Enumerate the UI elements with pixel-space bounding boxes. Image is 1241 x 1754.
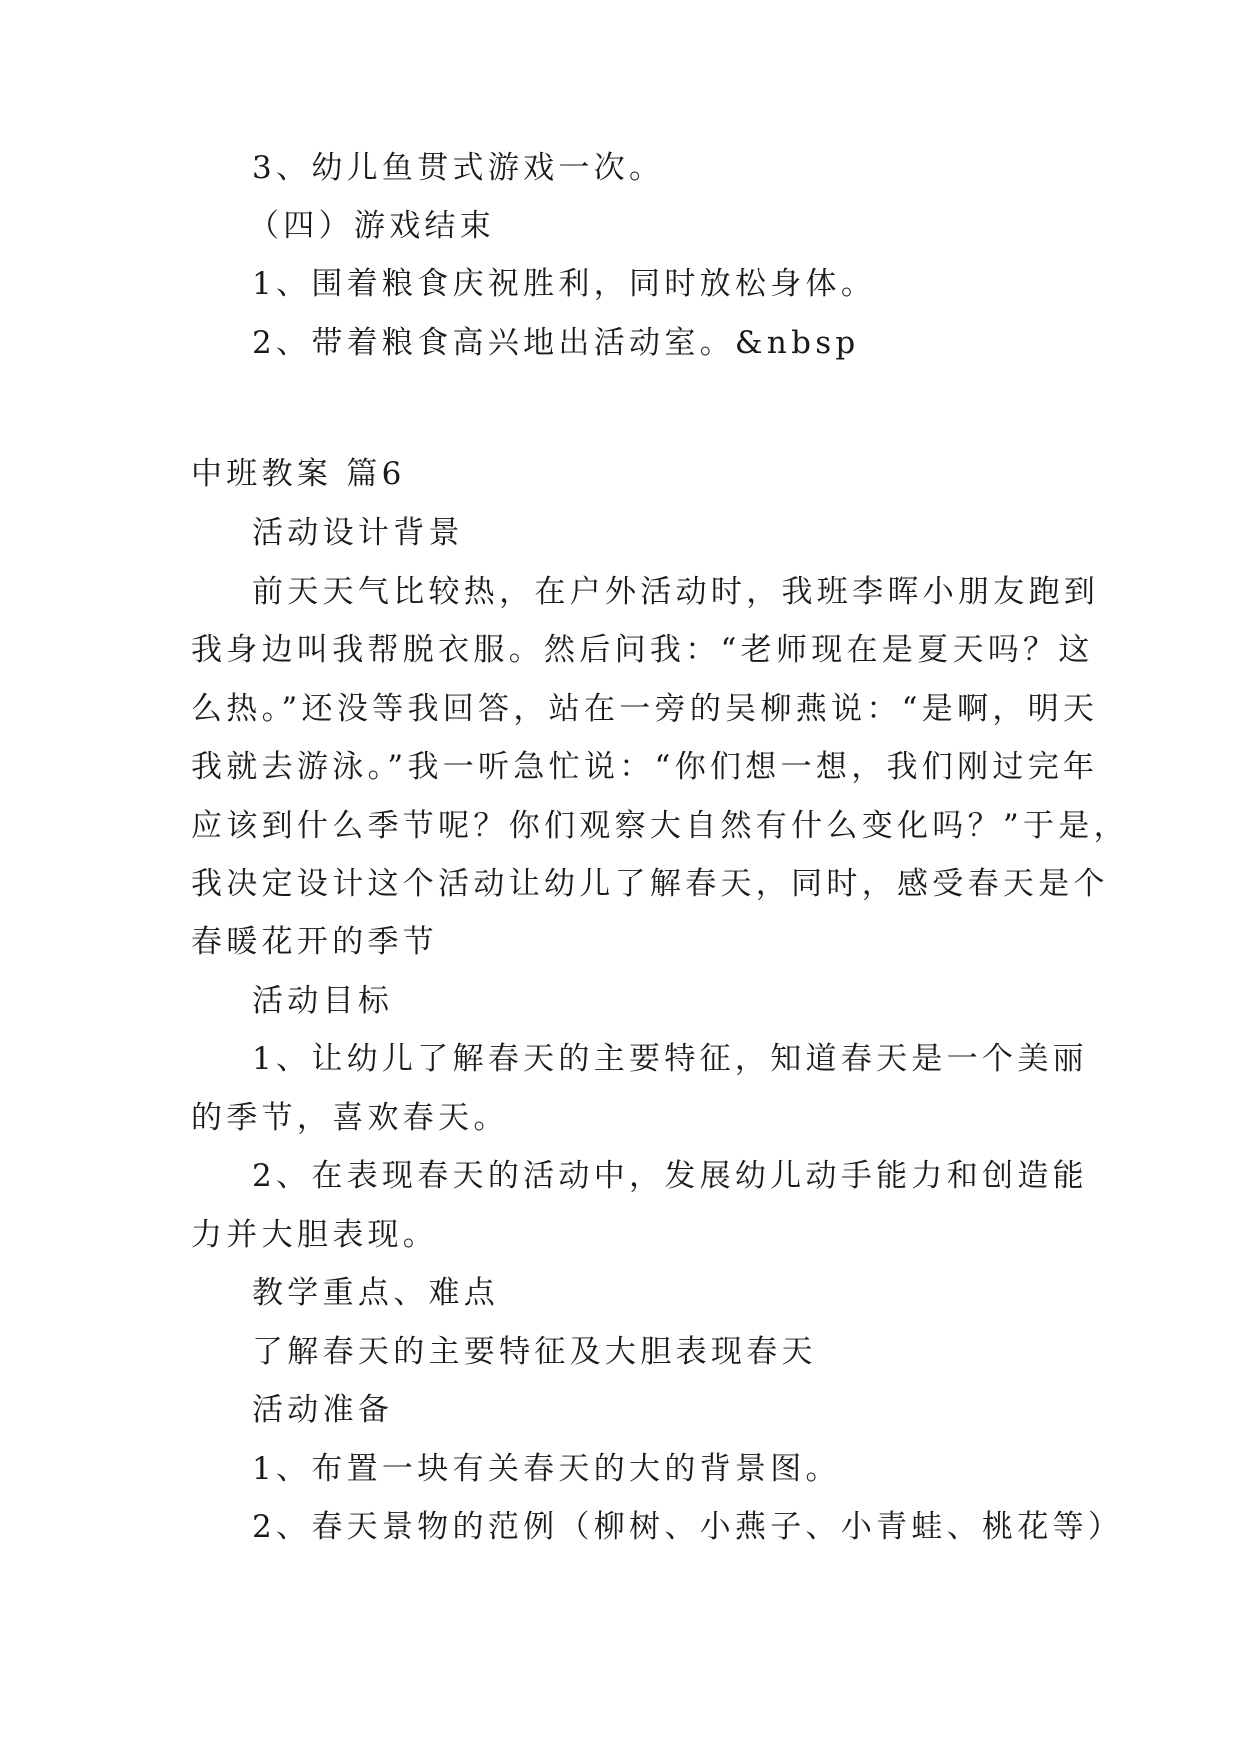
- paragraph-line: 1、让幼儿了解春天的主要特征，知道春天是一个美丽: [252, 1041, 1088, 1077]
- article-title: 中班教案 篇6: [191, 456, 406, 492]
- paragraph-line: 应该到什么季节呢？你们观察大自然有什么变化吗？”于是，: [191, 808, 1129, 844]
- section-heading-game-end: （四）游戏结束: [248, 208, 496, 244]
- paragraph-line: 的季节，喜欢春天。: [191, 1100, 509, 1136]
- list-item-1: 1、布置一块有关春天的大的背景图。: [252, 1451, 841, 1487]
- list-item-1: 1、围着粮食庆祝胜利，同时放松身体。: [252, 266, 877, 302]
- paragraph-line: 春暖花开的季节: [191, 924, 439, 960]
- paragraph-line: 我决定设计这个活动让幼儿了解春天，同时，感受春天是个: [191, 866, 1109, 902]
- list-item-2: 2、春天景物的范例（柳树、小燕子、小青蛙、桃花等）: [252, 1509, 1124, 1545]
- section-heading-preparation: 活动准备: [252, 1392, 394, 1428]
- section-heading-key-points: 教学重点、难点: [252, 1275, 500, 1311]
- paragraph-line: 2、在表现春天的活动中，发展幼儿动手能力和创造能: [252, 1158, 1088, 1194]
- paragraph-line: 我身边叫我帮脱衣服。然后问我：“老师现在是夏天吗？这: [191, 632, 1094, 668]
- paragraph-line: 我就去游泳。”我一听急忙说：“你们想一想，我们刚过完年: [191, 749, 1099, 785]
- paragraph-line: 了解春天的主要特征及大胆表现春天: [252, 1334, 817, 1370]
- paragraph-line: 前天天气比较热，在户外活动时，我班李晖小朋友跑到: [252, 574, 1100, 610]
- list-item-3: 3、幼儿鱼贯式游戏一次。: [252, 150, 665, 186]
- section-heading-goals: 活动目标: [252, 983, 394, 1019]
- section-heading-background: 活动设计背景: [252, 515, 464, 551]
- paragraph-line: 么热。”还没等我回答，站在一旁的吴柳燕说：“是啊，明天: [191, 691, 1099, 727]
- paragraph-line: 力并大胆表现。: [191, 1217, 439, 1253]
- list-item-2: 2、带着粮食高兴地出活动室。&nbsp: [252, 325, 860, 361]
